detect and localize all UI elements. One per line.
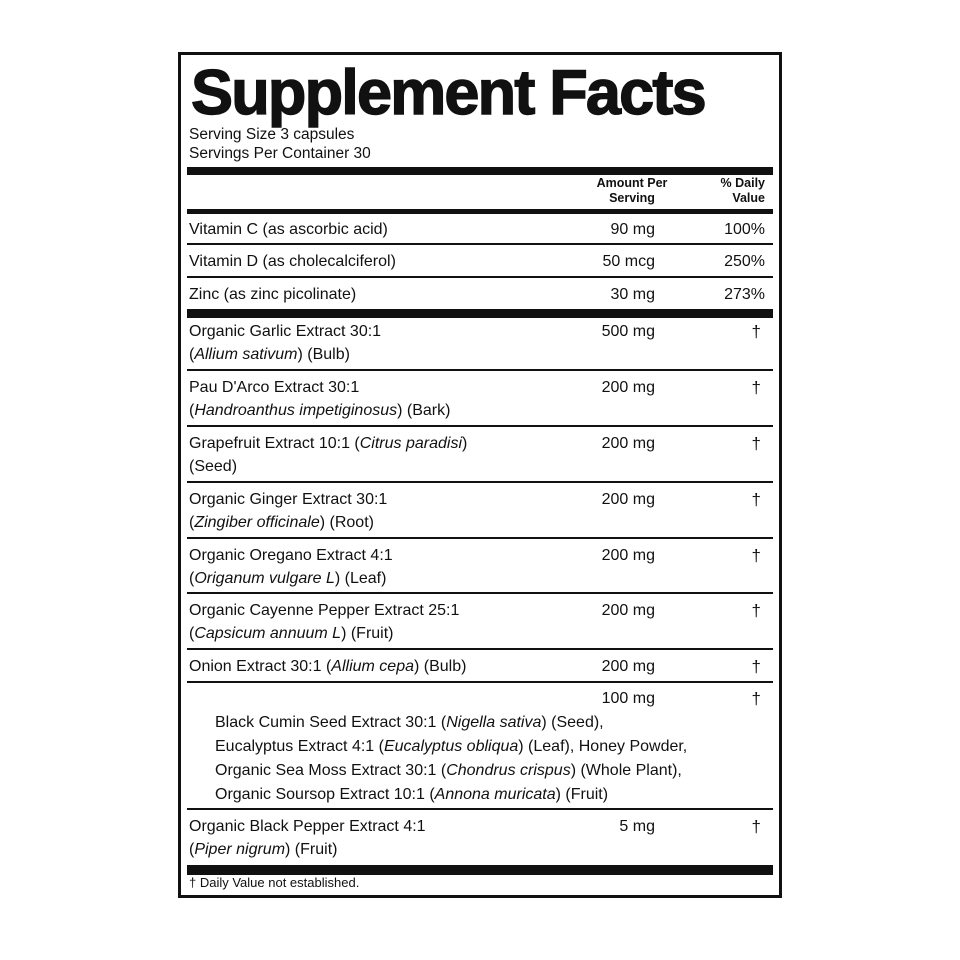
ingredient-name: Onion Extract 30:1 (Allium cepa) (Bulb) bbox=[189, 658, 467, 675]
blend-line: Organic Soursop Extract 10:1 (Annona muricata) (Fruit) bbox=[215, 786, 609, 803]
amount-header-line2: Serving bbox=[609, 191, 655, 205]
servings-per-container: Servings Per Container 30 bbox=[189, 145, 371, 162]
dagger-symbol: † bbox=[751, 689, 761, 708]
dv-header-line1: % Daily bbox=[720, 176, 765, 190]
daily-value-header bbox=[695, 176, 765, 206]
row-divider bbox=[187, 808, 773, 810]
amount-header-line1: Amount Per bbox=[596, 176, 668, 190]
nutrient-amount: 50 mcg bbox=[602, 253, 655, 270]
row-divider bbox=[187, 648, 773, 650]
ingredient-name-line2: (Allium sativum) (Bulb) bbox=[189, 346, 350, 363]
ingredient-amount: 200 mg bbox=[601, 658, 655, 675]
supplement-facts-panel bbox=[178, 52, 782, 898]
ingredient-amount: 200 mg bbox=[601, 491, 655, 508]
ingredient-name-line1: Organic Black Pepper Extract 4:1 bbox=[189, 818, 426, 835]
dagger-symbol: † bbox=[751, 434, 761, 453]
blend-line: Organic Sea Moss Extract 30:1 (Chondrus crispus) (Whole Plant), bbox=[215, 762, 682, 779]
nutrient-name: Vitamin D (as cholecalciferol) bbox=[189, 253, 396, 270]
row-divider bbox=[187, 681, 773, 683]
thick-divider bbox=[187, 865, 773, 875]
row-divider bbox=[187, 369, 773, 371]
ingredient-name-line2: (Handroanthus impetiginosus) (Bark) bbox=[189, 402, 451, 419]
dagger-symbol: † bbox=[751, 817, 761, 836]
nutrient-daily-value: 273% bbox=[724, 286, 765, 303]
footnote: † Daily Value not established. bbox=[189, 875, 360, 890]
thick-divider bbox=[187, 167, 773, 175]
row-divider bbox=[187, 592, 773, 594]
ingredient-name-line2: (Seed) bbox=[189, 458, 238, 475]
ingredient-name-line2: (Piper nigrum) (Fruit) bbox=[189, 841, 338, 858]
dv-header-line2: Value bbox=[732, 191, 765, 205]
ingredient-amount: 500 mg bbox=[601, 323, 655, 340]
medium-divider bbox=[187, 209, 773, 214]
nutrient-name: Vitamin C (as ascorbic acid) bbox=[189, 221, 388, 238]
blend-line: Black Cumin Seed Extract 30:1 (Nigella sativa) (Seed), bbox=[215, 714, 604, 731]
nutrient-amount: 90 mg bbox=[610, 221, 655, 238]
ingredient-amount: 200 mg bbox=[601, 547, 655, 564]
ingredient-name-line2: (Origanum vulgare L) (Leaf) bbox=[189, 570, 387, 587]
ingredient-name-line1: Organic Ginger Extract 30:1 bbox=[189, 491, 388, 508]
nutrient-amount: 30 mg bbox=[610, 286, 655, 303]
serving-size: Serving Size 3 capsules bbox=[189, 126, 355, 143]
ingredient-name-line2: (Capsicum annuum L) (Fruit) bbox=[189, 625, 394, 642]
dagger-symbol: † bbox=[751, 657, 761, 676]
ingredient-name-line1: Organic Cayenne Pepper Extract 25:1 bbox=[189, 602, 460, 619]
dagger-symbol: † bbox=[751, 546, 761, 565]
ingredient-name-line1: Grapefruit Extract 10:1 (Citrus paradisi) bbox=[189, 435, 468, 452]
row-divider bbox=[187, 243, 773, 245]
row-divider bbox=[187, 537, 773, 539]
ingredient-name-line1: Organic Oregano Extract 4:1 bbox=[189, 547, 393, 564]
ingredient-amount: 5 mg bbox=[619, 818, 655, 835]
row-divider bbox=[187, 276, 773, 278]
dagger-symbol: † bbox=[751, 378, 761, 397]
row-divider bbox=[187, 481, 773, 483]
ingredient-name-line1: Organic Garlic Extract 30:1 bbox=[189, 323, 382, 340]
nutrient-daily-value: 100% bbox=[724, 221, 765, 238]
dagger-symbol: † bbox=[751, 601, 761, 620]
ingredient-amount: 200 mg bbox=[601, 602, 655, 619]
ingredient-name-line2: (Zingiber officinale) (Root) bbox=[189, 514, 374, 531]
dagger-symbol: † bbox=[751, 322, 761, 341]
nutrient-daily-value: 250% bbox=[724, 253, 765, 270]
blend-amount: 100 mg bbox=[601, 690, 655, 707]
thick-divider bbox=[187, 309, 773, 318]
blend-line: Eucalyptus Extract 4:1 (Eucalyptus obliqua) (Leaf), Honey Powder, bbox=[215, 738, 688, 755]
ingredient-name-line1: Pau D'Arco Extract 30:1 bbox=[189, 379, 360, 396]
nutrient-name: Zinc (as zinc picolinate) bbox=[189, 286, 357, 303]
row-divider bbox=[187, 425, 773, 427]
ingredient-amount: 200 mg bbox=[601, 435, 655, 452]
amount-per-serving-header bbox=[577, 176, 687, 206]
ingredient-amount: 200 mg bbox=[601, 379, 655, 396]
page-title: Supplement Facts bbox=[191, 58, 705, 128]
dagger-symbol: † bbox=[751, 490, 761, 509]
